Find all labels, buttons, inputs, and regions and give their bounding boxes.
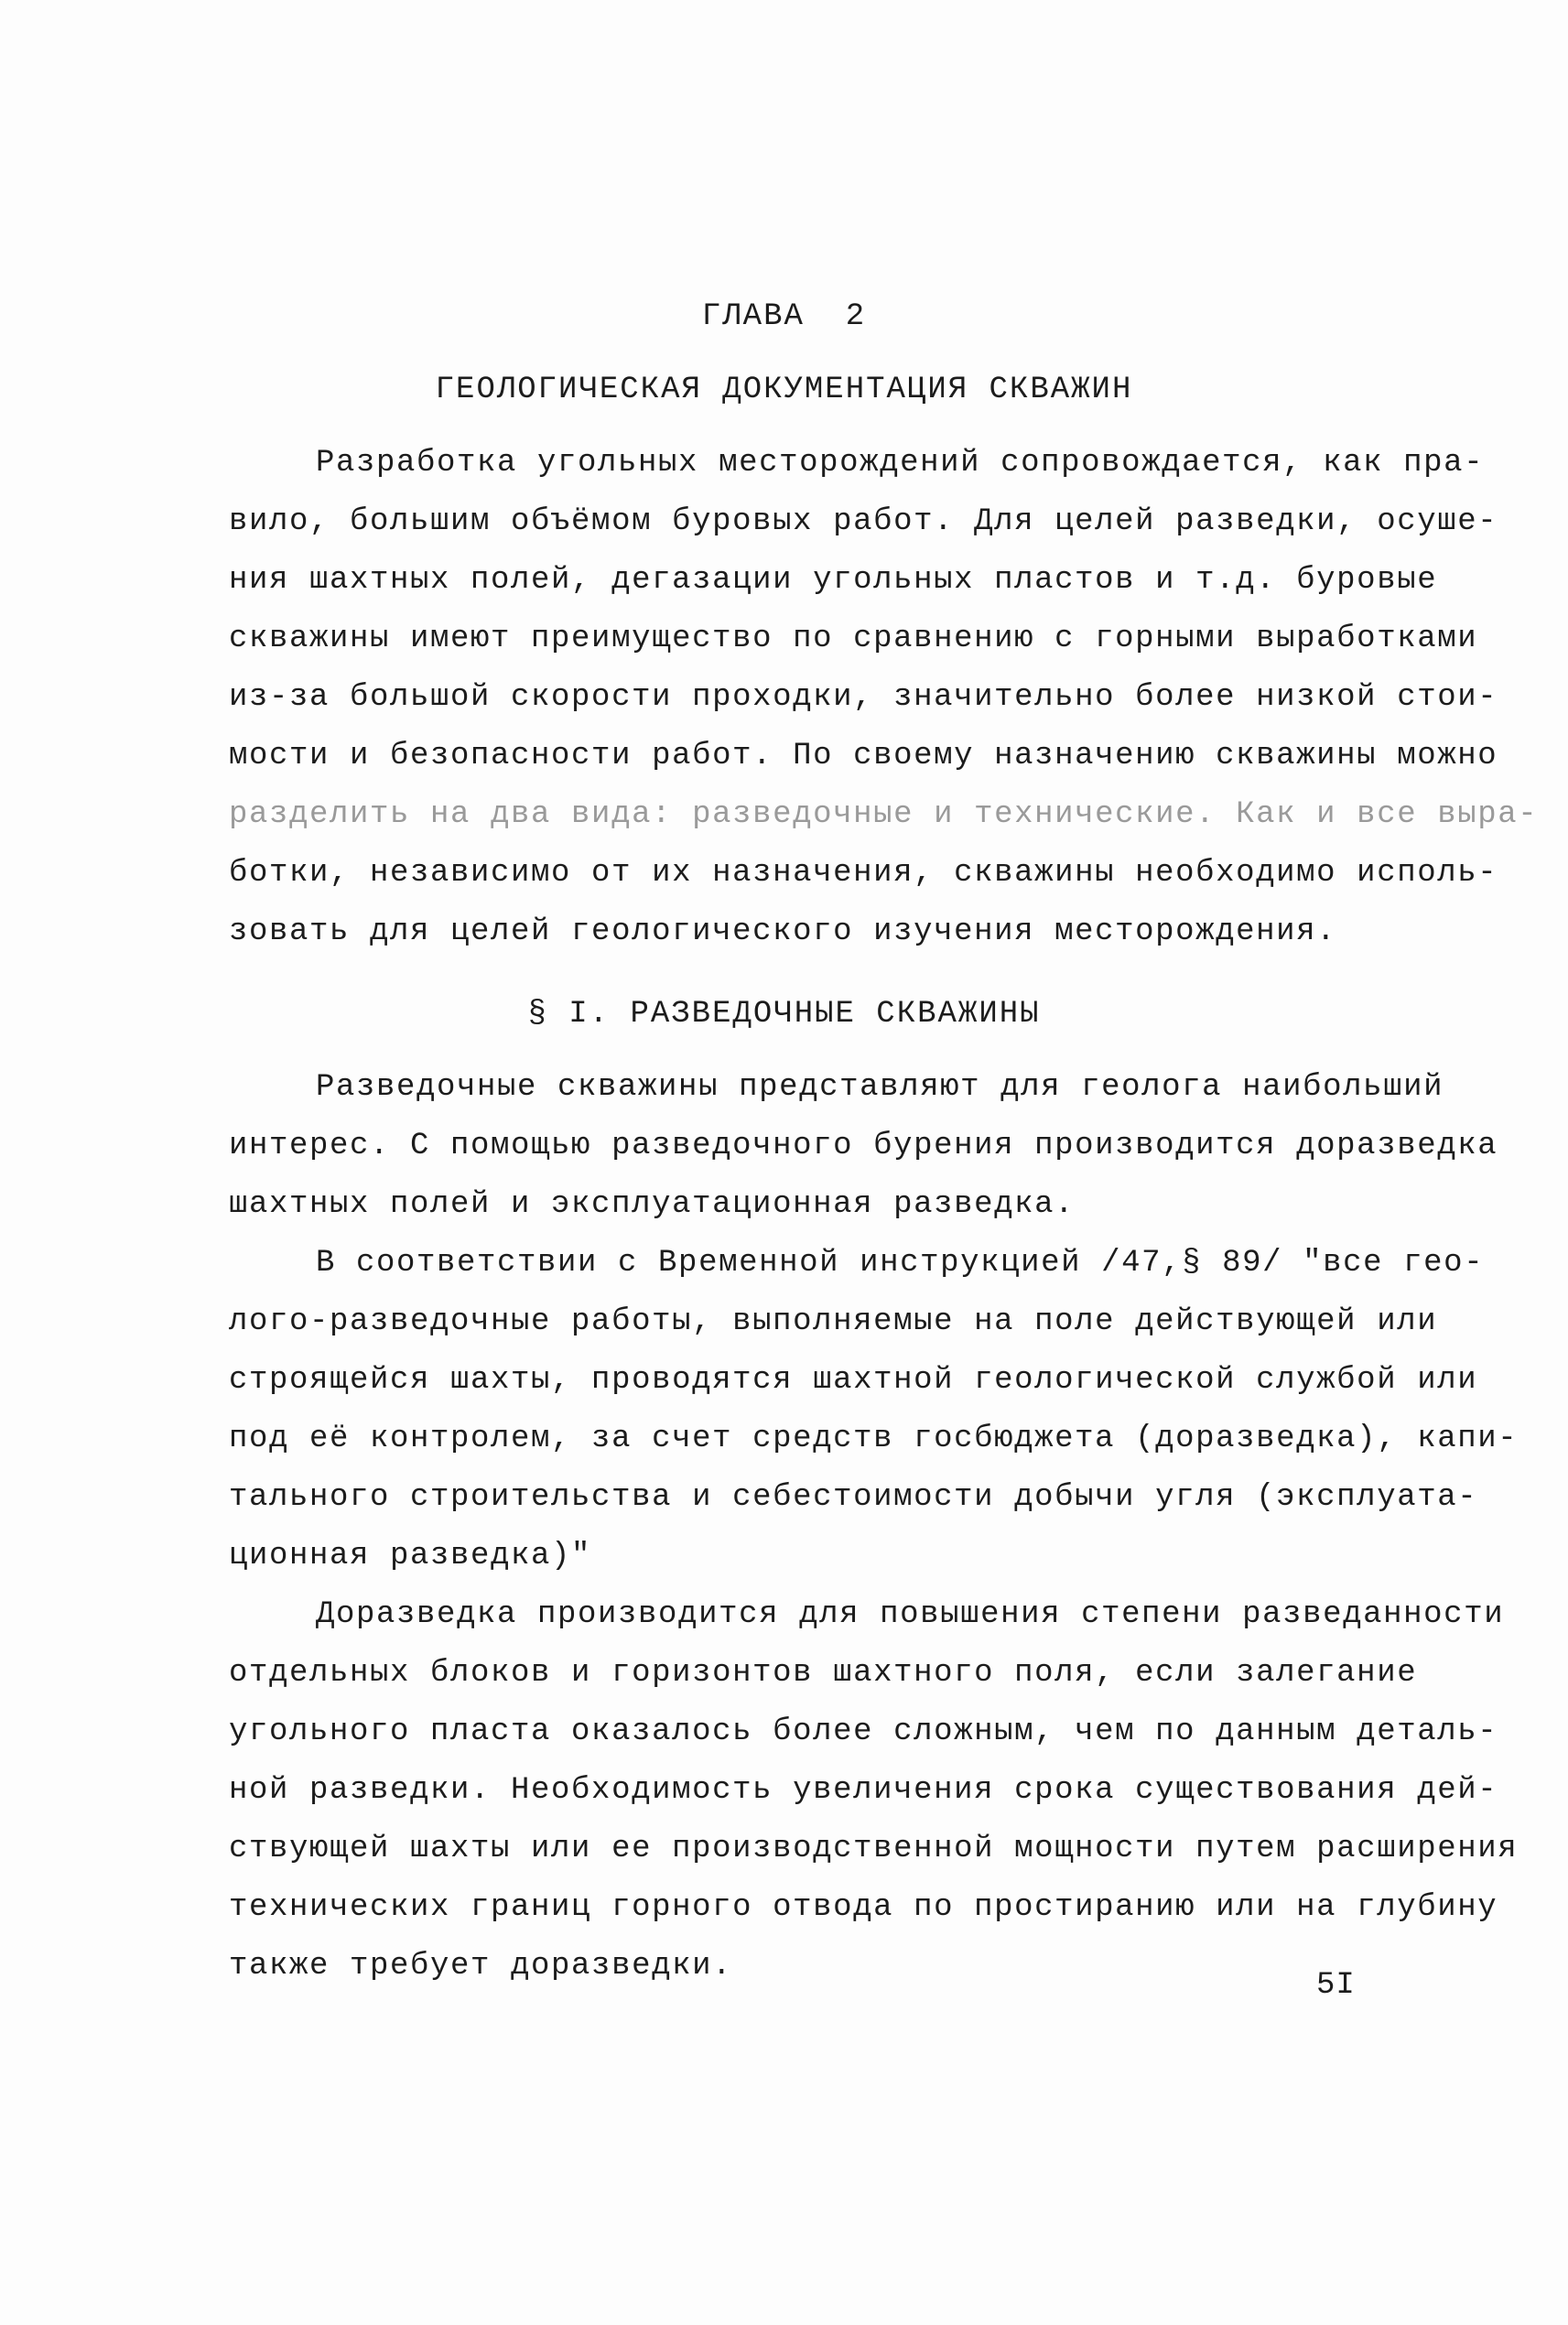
text-line: ботки, независимо от их назначения, скважины необходимо исполь- xyxy=(229,856,1498,891)
text-line: из-за большой скорости проходки, значительно более низкой стои- xyxy=(229,680,1498,715)
text-line: ционная разведка)" xyxy=(229,1539,592,1573)
text-line: строящейся шахты, проводятся шахтной геологической службой или xyxy=(229,1363,1478,1398)
text-line: Разработка угольных месторождений сопровождается, как пра- xyxy=(316,446,1485,481)
text-line: ствующей шахты или ее производственной мощности путем расширения xyxy=(229,1832,1519,1866)
text-line: интерес. С помощью разведочного бурения производится доразведка xyxy=(229,1129,1498,1163)
chapter-subtitle: ГЕОЛОГИЧЕСКАЯ ДОКУМЕНТАЦИЯ СКВАЖИН xyxy=(435,373,1133,407)
text-line: технических границ горного отвода по простиранию или на глубину xyxy=(229,1890,1498,1925)
chapter-title: ГЛАВА 2 xyxy=(701,299,867,334)
text-line: Разведочные скважины представляют для геолога наибольший xyxy=(316,1070,1444,1105)
text-line: вило, большим объёмом буровых работ. Для целей разведки, осуше- xyxy=(229,504,1498,539)
text-line: зовать для целей геологического изучения месторождения. xyxy=(229,914,1337,949)
text-line: угольного пласта оказалось более сложным, чем по данным деталь- xyxy=(229,1714,1498,1749)
text-line: шахтных полей и эксплуатационная разведка. xyxy=(229,1187,1076,1222)
text-line: тального строительства и себестоимости добычи угля (эксплуата- xyxy=(229,1480,1478,1515)
section-title: § I. РАЗВЕДОЧНЫЕ СКВАЖИНЫ xyxy=(527,997,1041,1032)
text-line: лого-разведочные работы, выполняемые на поле действующей или xyxy=(229,1304,1438,1339)
text-line: мости и безопасности работ. По своему назначению скважины можно xyxy=(229,739,1498,773)
text-line: разделить на два вида: разведочные и технические. Как и все выра- xyxy=(229,797,1539,832)
text-line: ния шахтных полей, дегазации угольных пластов и т.д. буровые xyxy=(229,563,1438,598)
page-number: 5I xyxy=(1316,1968,1356,2003)
text-line: В соответствии с Временной инструкцией /47,§ 89/ "все гео- xyxy=(316,1246,1485,1281)
text-line: скважины имеют преимущество по сравнению с горными выработками xyxy=(229,622,1478,656)
text-line: под её контролем, за счет средств госбюджета (доразведка), капи- xyxy=(229,1422,1519,1456)
text-line: ной разведки. Необходимость увеличения срока существования дей- xyxy=(229,1773,1498,1808)
text-line: отдельных блоков и горизонтов шахтного поля, если залегание xyxy=(229,1656,1418,1691)
text-line: Доразведка производится для повышения степени разведанности xyxy=(316,1597,1505,1632)
text-line: также требует доразведки. xyxy=(229,1949,733,1984)
